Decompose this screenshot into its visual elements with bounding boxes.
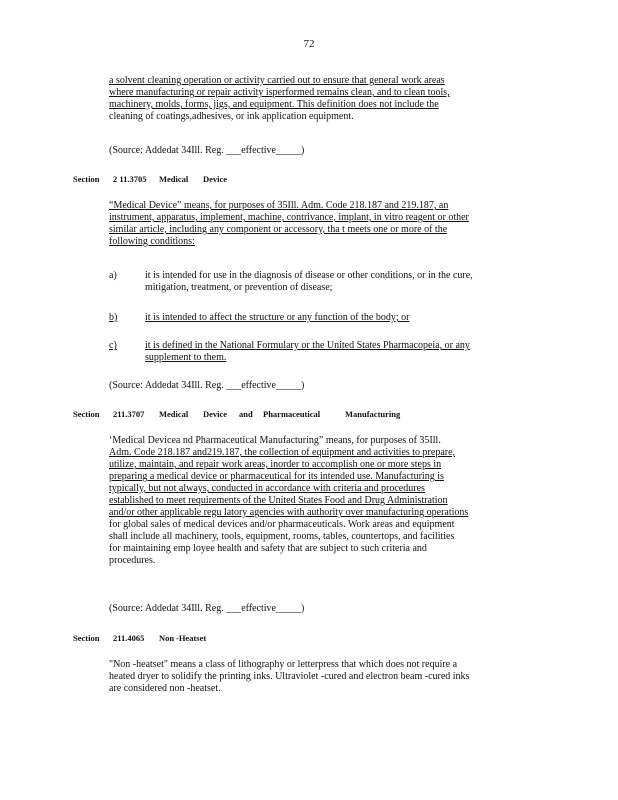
text-line: a solvent cleaning operation or activity carried out to ensure that general work areas [109, 75, 445, 86]
text-line: where manufacturing or repair activity isperformed remains clean, and to clean tools, [109, 87, 450, 98]
section-title-word: and [239, 409, 253, 419]
section-title-word: Medical [159, 174, 189, 184]
non-heatset-definition [109, 659, 541, 695]
text-line: heated dryer to solidify the printing inks. Ultraviolet -cured and electron beam -cured inks [109, 671, 470, 682]
text-line: machinery, molds, forms, jigs, and equipment. This definition does not include the [109, 99, 439, 110]
text-line: typically, but not always, conducted in accordance with criteria and procedures [109, 483, 425, 494]
section-heading-211-3707 [73, 408, 433, 420]
text-line: for maintaining emp loyee health and safety that are subject to such criteria and [109, 543, 427, 554]
section-number: 211.3707 [113, 409, 145, 419]
section-heading-211-3705 [73, 173, 245, 185]
text-line: similar article, including any component or accessory, tha t meets one or more of the [109, 224, 448, 235]
text-line: following conditions: [109, 236, 195, 247]
section-title-word: Device [203, 409, 228, 419]
text-line: ‘Medical Devicea nd Pharmaceutical Manufacturing” means, for purposes of 35Ill. [109, 435, 441, 446]
continuation-paragraph [109, 75, 539, 123]
text-line: Adm. Code 218.187 and219.187, the collection of equipment and activities to prepare, [109, 447, 456, 458]
text-line: supplement to them. [145, 352, 227, 363]
text-line: and/or other applicable regu latory agencies with authority over manufacturing operations [109, 507, 469, 518]
list-item-label: c) [109, 340, 117, 351]
text-line: “Medical Device” means, for purposes of 35Ill. Adm. Code 218.187 and 219.187, an [109, 200, 449, 211]
section-heading-211-4065 [73, 632, 245, 644]
list-item [145, 340, 539, 364]
list-item-label: b) [109, 312, 118, 323]
text-line: shall include all machinery, tools, equipment, rooms, tables, countertops, and facilities [109, 531, 455, 542]
list-item-label: a) [109, 270, 117, 281]
text-line: it is intended for use in the diagnosis of disease or other conditions, or in the cure, [145, 270, 473, 281]
text-line: are considered non -heatset. [109, 683, 221, 694]
source-note: (Source: Addedat 34Ill. Reg. ___effective_____) [109, 145, 305, 156]
source-note: (Source: Addedat 34Ill. Reg. ___effective_____) [109, 603, 305, 614]
text-line: cleaning of coatings,adhesives, or ink application equipment. [109, 111, 354, 122]
section-title-word: Device [203, 174, 228, 184]
text-line: "Non -heatset" means a class of lithography or letterpress that which does not require a [109, 659, 458, 670]
text-line: instrument, apparatus, implement, machine, contrivance, implant, in vitro reagent or other [109, 212, 469, 223]
section-label: Section [73, 409, 100, 419]
page-number: 72 [303, 38, 315, 50]
section-label: Section [73, 174, 100, 184]
section-number: 2 11.3705 [113, 174, 147, 184]
text-line: it is intended to affect the structure or any function of the body; or [145, 312, 410, 323]
medical-device-definition [109, 200, 541, 248]
section-label: Section [73, 633, 100, 643]
manufacturing-definition [109, 435, 541, 567]
section-title-word: Pharmaceutical [263, 409, 321, 419]
section-title-word: -Heatset [176, 633, 207, 643]
source-note: (Source: Addedat 34Ill. Reg. ___effective_____) [109, 380, 305, 391]
text-line: procedures. [109, 555, 156, 566]
list-item [145, 312, 539, 324]
section-number: 211.4065 [113, 633, 145, 643]
section-title-word: Non [159, 633, 175, 643]
section-title-word: Medical [159, 409, 189, 419]
section-title-word: Manufacturing [345, 409, 401, 419]
text-line: it is defined in the National Formulary or the United States Pharmacopeia, or any [145, 340, 470, 351]
text-line: for global sales of medical devices and/or pharmaceuticals. Work areas and equipment [109, 519, 455, 530]
text-line: mitigation, treatment, or prevention of disease; [145, 282, 333, 293]
text-line: established to meet requirements of the United States Food and Drug Administration [109, 495, 448, 506]
text-line: preparing a medical device or pharmaceutical for its intended use. Manufacturing is [109, 471, 444, 482]
list-item [145, 270, 539, 294]
text-line: utilize, maintain, and repair work areas, inorder to accomplish one or more steps in [109, 459, 442, 470]
